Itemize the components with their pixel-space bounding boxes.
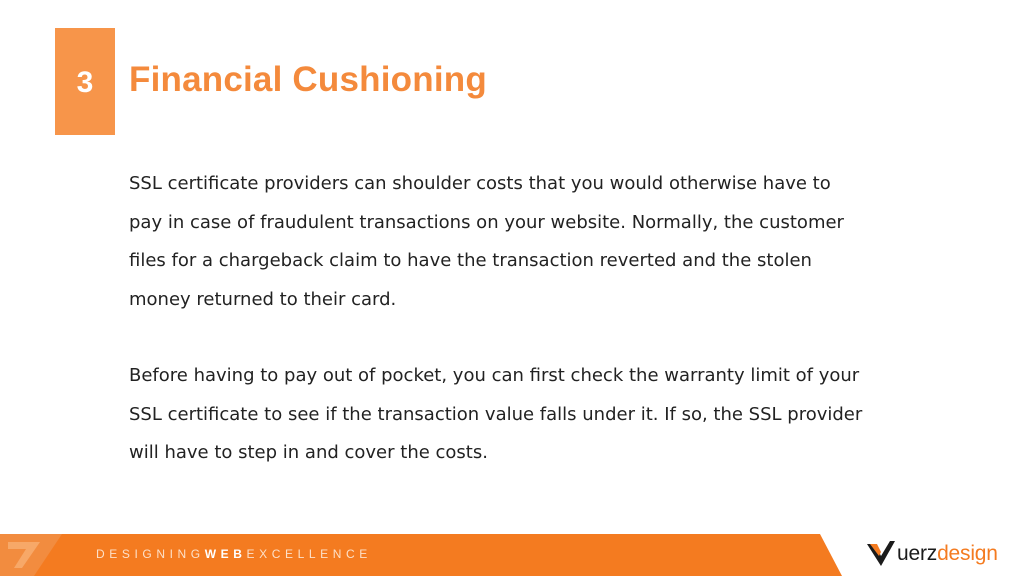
slide-number: 3 <box>76 65 94 99</box>
tagline-part-web: WEB <box>204 547 247 561</box>
logo-wordmark-uerz: uerz <box>897 542 938 565</box>
footer-corner-mark-icon <box>0 534 70 576</box>
slide-number-badge <box>55 28 115 135</box>
footer-bar <box>0 534 1024 576</box>
body-paragraph-2: Before having to pay out of pocket, you can first check the warranty limit of your SSL certificate to see if the transaction value falls under it. If so, the SSL provider will have to step in and cover the costs. <box>129 365 863 463</box>
body-paragraph-1: SSL certificate providers can shoulder costs that you would otherwise have to pay in case of fraudulent transactions on your website. Normally, the customer files for a chargeback claim to have the transaction reverted and the stolen money returned to their card. <box>129 173 844 310</box>
tagline-part-designing: DESIGNING <box>96 547 205 561</box>
tagline-part-excellence: EXCELLENCE <box>246 547 372 561</box>
footer-tagline <box>96 547 372 561</box>
slide-title: Financial Cushioning <box>129 60 487 99</box>
logo-wordmark <box>897 542 998 566</box>
v-check-logo-icon <box>866 540 896 568</box>
company-logo <box>866 540 998 568</box>
logo-wordmark-design: design <box>937 542 998 565</box>
logo-panel <box>820 534 1024 576</box>
slide-body <box>129 165 989 473</box>
